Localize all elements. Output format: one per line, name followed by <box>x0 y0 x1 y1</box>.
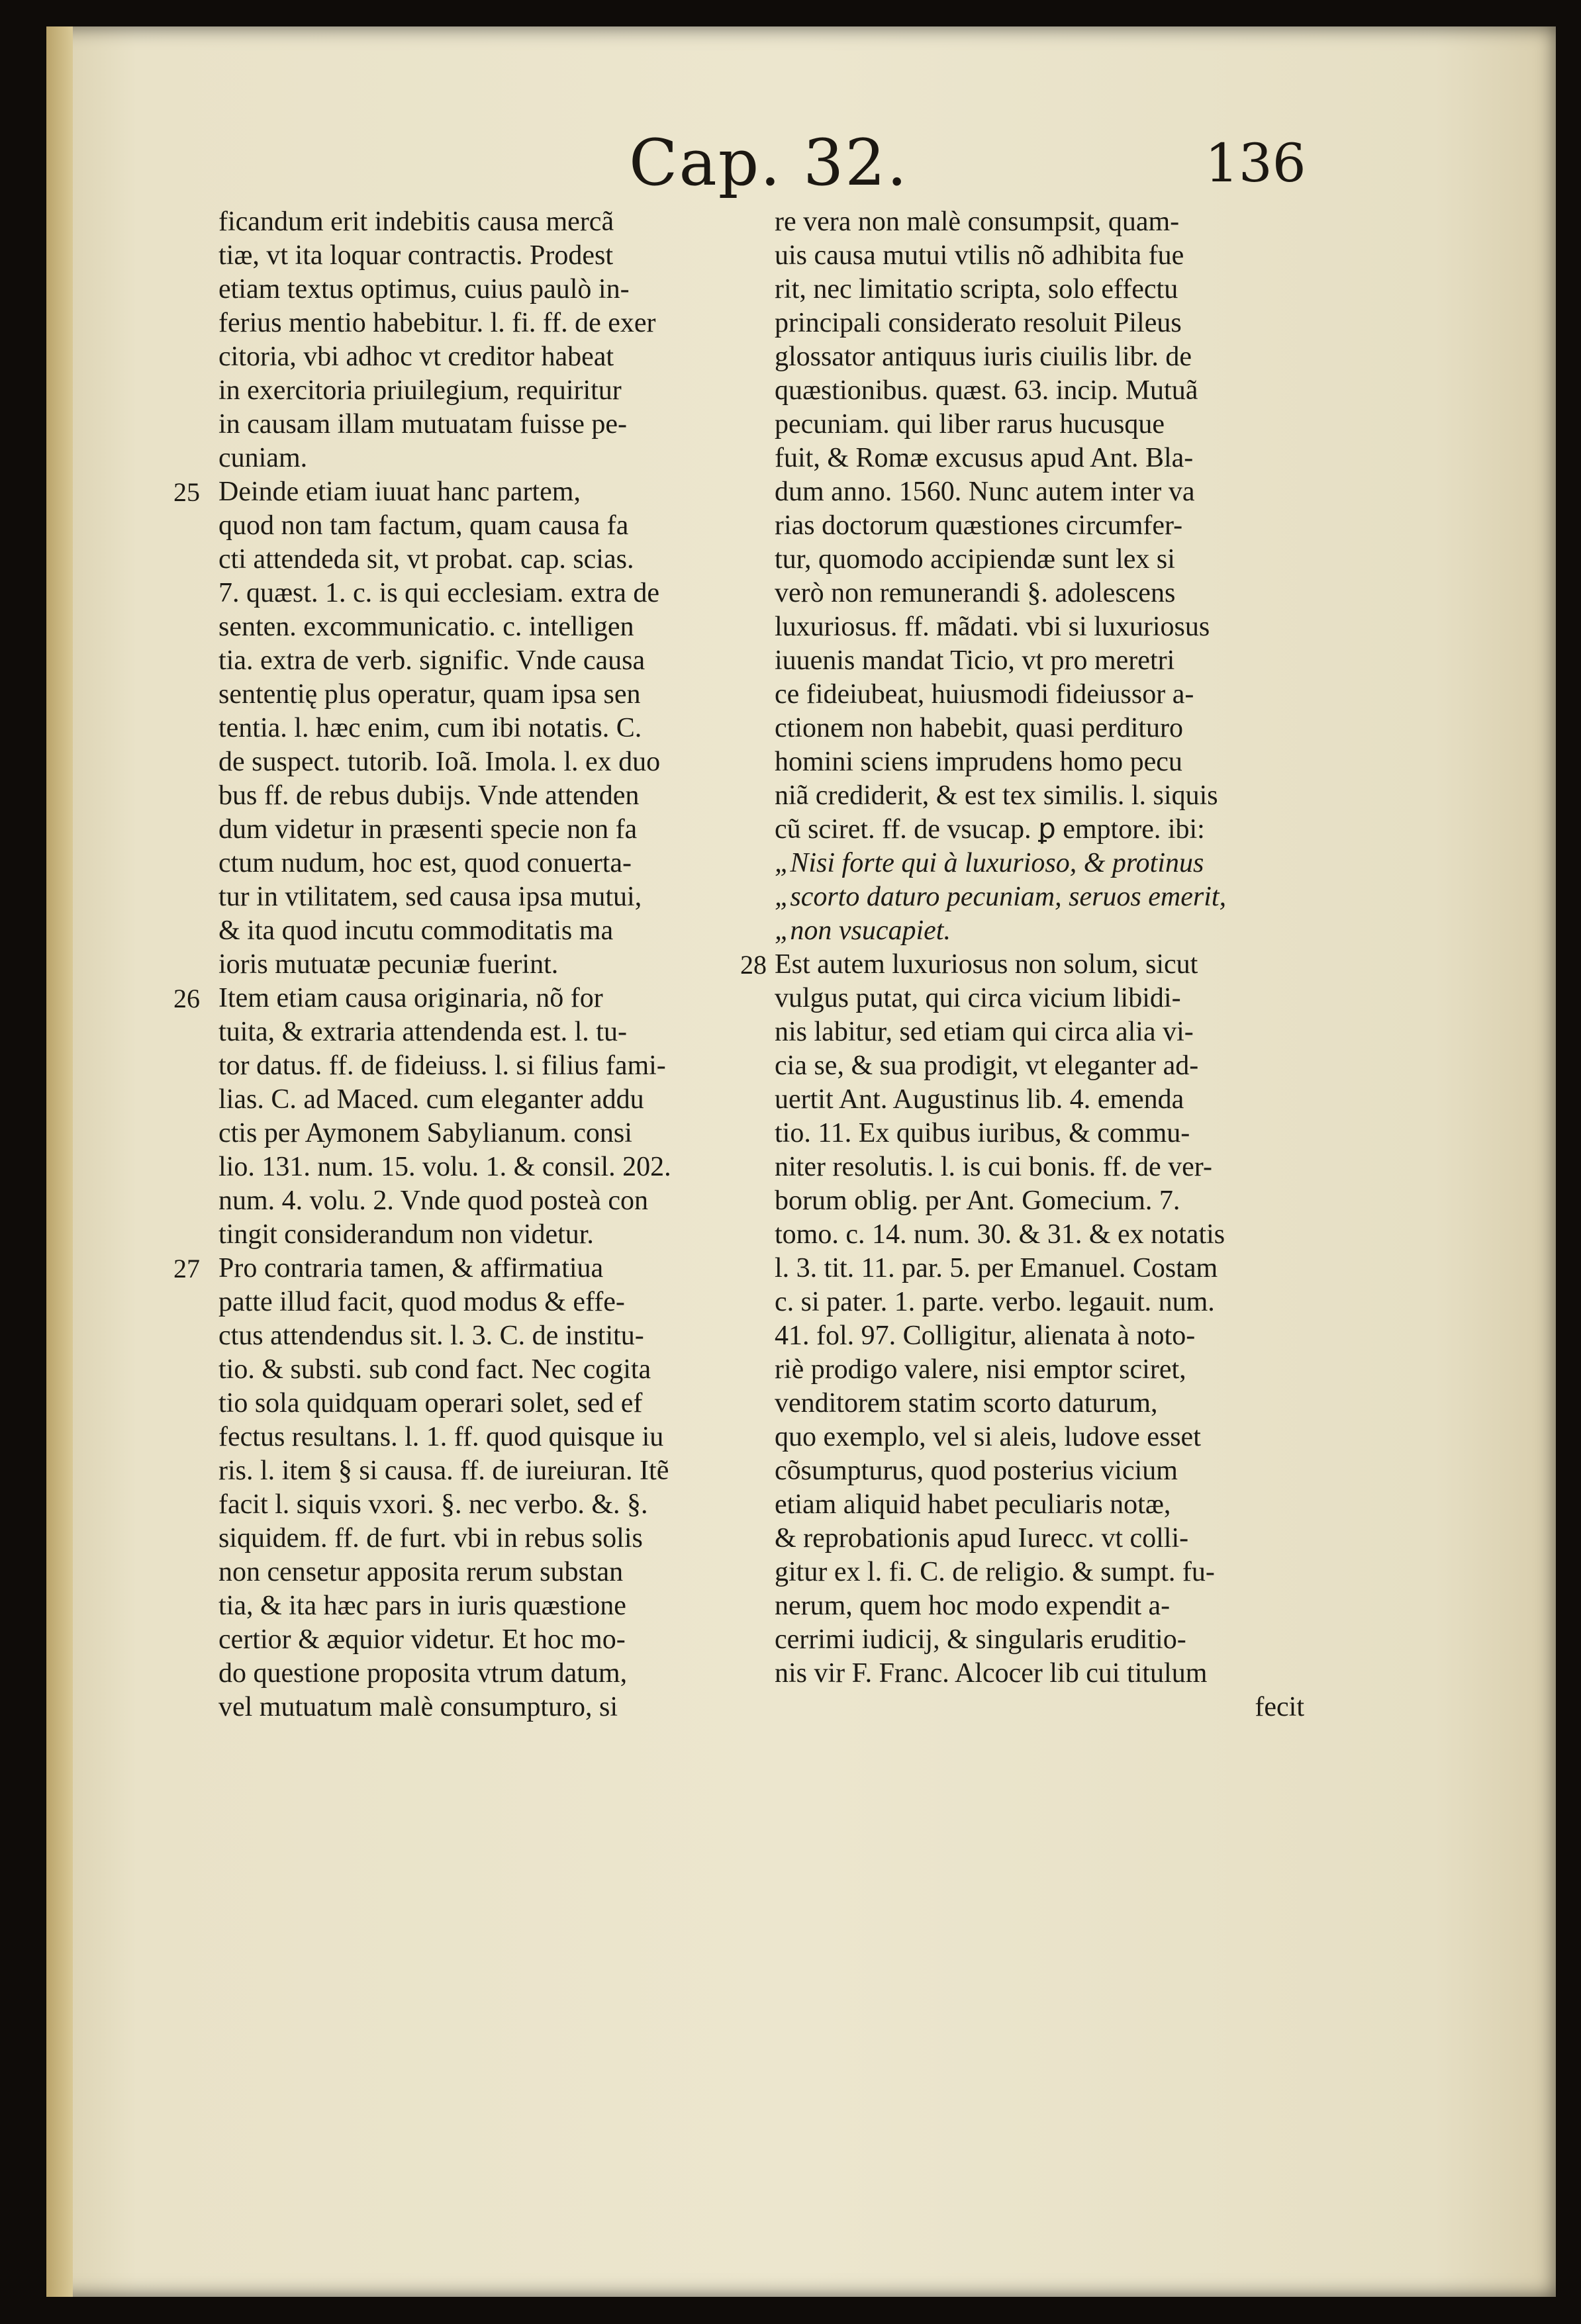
line-text: do questione proposita vtrum datum, <box>218 1658 628 1689</box>
text-line <box>775 442 1304 475</box>
text-line <box>218 1420 748 1454</box>
text-line <box>775 914 1304 948</box>
line-text: fecit <box>1255 1692 1304 1722</box>
text-line <box>775 1252 1304 1285</box>
line-text: tia. extra de verb. signific. Vnde causa <box>218 645 646 676</box>
line-text: patte illud facit, quod modus & effe- <box>218 1287 625 1317</box>
text-line <box>775 779 1304 813</box>
text-line <box>218 273 748 306</box>
line-text: iuuenis mandat Ticio, vt pro meretri <box>775 645 1175 676</box>
text-line <box>775 813 1304 847</box>
text-line <box>775 1049 1304 1083</box>
line-text: l. 3. tit. 11. par. 5. per Emanuel. Costam <box>775 1253 1218 1283</box>
text-line <box>218 1353 748 1387</box>
line-text: tur in vtilitatem, sed causa ipsa mutui, <box>218 882 642 912</box>
line-text: „Nisi forte qui à luxurioso, & protinus <box>775 848 1204 878</box>
text-line <box>218 1454 748 1488</box>
line-text: Pro contraria tamen, & affirmatiua <box>218 1253 604 1283</box>
line-text: vulgus putat, qui circa vicium libidi- <box>775 983 1181 1013</box>
text-line <box>775 543 1304 577</box>
line-text: in causam illam mutuatam fuisse pe- <box>218 409 627 440</box>
text-line <box>775 1353 1304 1387</box>
line-text: lio. 131. num. 15. volu. 1. & consil. 202. <box>218 1152 671 1182</box>
right-column <box>740 205 1304 1724</box>
text-line <box>775 1015 1304 1049</box>
line-text: rias doctorum quæstiones circumfer- <box>775 510 1183 541</box>
line-text: ctum nudum, hoc est, quod conuerta- <box>218 848 632 878</box>
text-line <box>775 340 1304 374</box>
text-line <box>218 610 748 644</box>
text-line <box>775 1184 1304 1218</box>
text-line <box>218 1522 748 1556</box>
text-line <box>775 1083 1304 1117</box>
text-line <box>775 374 1304 408</box>
line-text: sententię plus operatur, quam ipsa sen <box>218 679 641 710</box>
page-header <box>46 126 1556 218</box>
text-line <box>218 1589 748 1623</box>
line-text: ctus attendendus sit. l. 3. C. de institu- <box>218 1321 644 1351</box>
text-line <box>218 1623 748 1657</box>
line-text: lias. C. ad Maced. cum eleganter addu <box>218 1084 644 1115</box>
line-text: cia se, & sua prodigit, vt eleganter ad- <box>775 1050 1199 1081</box>
line-text: tio. & substi. sub cond fact. Nec cogita <box>218 1354 651 1385</box>
text-line <box>218 1117 748 1150</box>
text-line <box>775 306 1304 340</box>
line-text: luxuriosus. ff. mãdati. vbi si luxuriosus <box>775 612 1210 642</box>
text-line <box>218 543 748 577</box>
line-text: tingit considerandum non videtur. <box>218 1219 594 1250</box>
line-text: quo exemplo, vel si aleis, ludove esset <box>775 1422 1201 1452</box>
line-text: non censetur apposita rerum substan <box>218 1557 624 1587</box>
text-line <box>218 1319 748 1353</box>
text-line <box>775 1150 1304 1184</box>
line-text: dum videtur in præsenti specie non fa <box>218 814 638 845</box>
line-text: senten. excommunicatio. c. intelligen <box>218 612 634 642</box>
book-page <box>46 26 1556 2297</box>
text-line <box>173 982 748 1015</box>
text-line <box>218 745 748 779</box>
text-line <box>775 408 1304 442</box>
line-text: quæstionibus. quæst. 63. incip. Mutuã <box>775 375 1198 406</box>
line-text: ioris mutuatæ pecuniæ fuerint. <box>218 949 559 980</box>
line-text: & reprobationis apud Iurecc. vt colli- <box>775 1523 1189 1554</box>
chapter-heading: Cap. 32. <box>629 126 908 200</box>
line-text: venditorem statim scorto daturum, <box>775 1388 1158 1418</box>
line-text: tio sola quidquam operari solet, sed ef <box>218 1388 643 1418</box>
text-line <box>218 1285 748 1319</box>
line-text: „non vsucapiet. <box>775 915 951 946</box>
text-line <box>218 1150 748 1184</box>
text-line <box>775 1454 1304 1488</box>
book-gutter <box>46 26 73 2297</box>
line-text: Est autem luxuriosus non solum, sicut <box>775 949 1198 980</box>
text-line <box>775 1285 1304 1319</box>
text-line <box>775 273 1304 306</box>
line-text: cerrimi iudicij, & singularis eruditio- <box>775 1624 1186 1655</box>
line-text: certior & æquior videtur. Et hoc mo- <box>218 1624 626 1655</box>
line-text: cõsumpturus, quod posterius vicium <box>775 1456 1178 1486</box>
line-text: nis labitur, sed etiam qui circa alia vi- <box>775 1017 1194 1047</box>
line-text: „scorto daturo pecuniam, seruos emerit, <box>775 882 1227 912</box>
paragraph-number: 26 <box>173 984 200 1013</box>
line-text: in exercitoria priuilegium, requiritur <box>218 375 622 406</box>
text-line <box>218 1488 748 1522</box>
text-line <box>775 1589 1304 1623</box>
text-line <box>775 1218 1304 1252</box>
line-text: uertit Ant. Augustinus lib. 4. emenda <box>775 1084 1184 1115</box>
text-line <box>218 1556 748 1589</box>
line-text: etiam aliquid habet peculiaris notæ, <box>775 1489 1171 1520</box>
line-text: tuita, & extraria attendenda est. l. tu- <box>218 1017 627 1047</box>
line-text: tor datus. ff. de fideiuss. l. si filius fami- <box>218 1050 666 1081</box>
line-text: ce fideiubeat, huiusmodi fideiussor a- <box>775 679 1194 710</box>
line-text: principali considerato resoluit Pileus <box>775 308 1182 338</box>
text-line <box>218 205 748 239</box>
text-line <box>218 1083 748 1117</box>
line-text: facit l. siquis vxori. §. nec verbo. &. §. <box>218 1489 648 1520</box>
line-text: citoria, vbi adhoc vt creditor habeat <box>218 342 614 372</box>
text-line <box>775 1387 1304 1420</box>
line-text: homini sciens imprudens homo pecu <box>775 747 1182 777</box>
text-line <box>775 475 1304 509</box>
text-line <box>218 577 748 610</box>
line-text: ctionem non habebit, quasi perdituro <box>775 713 1184 743</box>
text-line <box>775 1488 1304 1522</box>
line-text: fectus resultans. l. 1. ff. quod quisque iu <box>218 1422 664 1452</box>
line-text: siquidem. ff. de furt. vbi in rebus solis <box>218 1523 643 1554</box>
line-text: Deinde etiam iuuat hanc partem, <box>218 477 581 507</box>
text-line <box>218 442 748 475</box>
text-line <box>218 1015 748 1049</box>
line-text: de suspect. tutorib. Ioã. Imola. l. ex duo <box>218 747 661 777</box>
text-line <box>218 374 748 408</box>
text-line <box>775 577 1304 610</box>
text-line <box>775 1623 1304 1657</box>
line-text: cũ sciret. ff. de vsucap. ꝑ emptore. ibi: <box>775 814 1205 845</box>
line-text: cuniam. <box>218 443 308 473</box>
text-line <box>218 914 748 948</box>
line-text: tio. 11. Ex quibus iuribus, & commu- <box>775 1118 1190 1148</box>
line-text: borum oblig. per Ant. Gomecium. 7. <box>775 1185 1180 1216</box>
text-line <box>218 1387 748 1420</box>
text-line <box>775 205 1304 239</box>
line-text: tia, & ita hæc pars in iuris quæstione <box>218 1591 626 1621</box>
line-text: bus ff. de rebus dubijs. Vnde attenden <box>218 780 640 811</box>
line-text: tentia. l. hæc enim, cum ibi notatis. C. <box>218 713 642 743</box>
text-line <box>218 1049 748 1083</box>
text-line <box>740 948 1304 982</box>
text-line <box>218 306 748 340</box>
text-line <box>218 779 748 813</box>
text-line <box>775 678 1304 712</box>
page-number: 136 <box>1205 132 1306 194</box>
text-line <box>218 1691 748 1724</box>
text-line <box>218 1218 748 1252</box>
text-line <box>218 1657 748 1691</box>
line-text: verò non remunerandi §. adolescens <box>775 578 1176 608</box>
line-text: riè prodigo valere, nisi emptor sciret, <box>775 1354 1186 1385</box>
text-line <box>218 948 748 982</box>
text-line <box>775 712 1304 745</box>
line-text: nis vir F. Franc. Alcocer lib cui titulum <box>775 1658 1208 1689</box>
line-text: quod non tam factum, quam causa fa <box>218 510 629 541</box>
text-line <box>775 610 1304 644</box>
text-line <box>218 509 748 543</box>
text-line <box>218 1184 748 1218</box>
line-text: gitur ex l. fi. C. de religio. & sumpt. fu- <box>775 1557 1215 1587</box>
text-line <box>775 1691 1304 1724</box>
paragraph-number: 27 <box>173 1254 200 1283</box>
line-text: 41. fol. 97. Colligitur, alienata à noto- <box>775 1321 1196 1351</box>
text-line <box>775 644 1304 678</box>
text-line <box>218 880 748 914</box>
line-text: tur, quomodo accipiendæ sunt lex si <box>775 544 1175 575</box>
text-line <box>775 1657 1304 1691</box>
line-text: niã crediderit, & est tex similis. l. siquis <box>775 780 1218 811</box>
text-line <box>218 678 748 712</box>
text-line <box>218 712 748 745</box>
text-line <box>775 1420 1304 1454</box>
line-text: Item etiam causa originaria, nõ for <box>218 983 603 1013</box>
text-line <box>218 813 748 847</box>
line-text: uis causa mutui vtilis nõ adhibita fue <box>775 240 1184 271</box>
text-line <box>775 745 1304 779</box>
line-text: ferius mentio habebitur. l. fi. ff. de exer <box>218 308 656 338</box>
text-line <box>775 509 1304 543</box>
line-text: re vera non malè consumpsit, quam- <box>775 207 1180 237</box>
line-text: etiam textus optimus, cuius paulò in- <box>218 274 630 304</box>
line-text: tiæ, vt ita loquar contractis. Prodest <box>218 240 614 271</box>
line-text: num. 4. volu. 2. Vnde quod posteà con <box>218 1185 648 1216</box>
text-line <box>218 239 748 273</box>
line-text: ris. l. item § si causa. ff. de iureiuran. Itẽ <box>218 1456 669 1486</box>
line-text: ficandum erit indebitis causa mercã <box>218 207 614 237</box>
line-text: rit, nec limitatio scripta, solo effectu <box>775 274 1178 304</box>
line-text: c. si pater. 1. parte. verbo. legauit. num. <box>775 1287 1215 1317</box>
text-line <box>218 847 748 880</box>
text-line <box>775 1319 1304 1353</box>
line-text: fuit, & Romæ excusus apud Ant. Bla- <box>775 443 1194 473</box>
text-line <box>775 239 1304 273</box>
line-text: nerum, quem hoc modo expendit a- <box>775 1591 1171 1621</box>
text-line <box>775 1117 1304 1150</box>
text-line <box>173 475 748 509</box>
text-line <box>173 1252 748 1285</box>
paragraph-number: 25 <box>173 477 200 507</box>
text-line <box>775 880 1304 914</box>
text-line <box>218 340 748 374</box>
line-text: pecuniam. qui liber rarus hucusque <box>775 409 1165 440</box>
line-text: ctis per Aymonem Sabylianum. consi <box>218 1118 632 1148</box>
text-line <box>775 1522 1304 1556</box>
text-line <box>775 982 1304 1015</box>
text-line <box>775 847 1304 880</box>
text-line <box>218 644 748 678</box>
text-line <box>218 408 748 442</box>
line-text: dum anno. 1560. Nunc autem inter va <box>775 477 1195 507</box>
line-text: vel mutuatum malè consumpturo, si <box>218 1692 618 1722</box>
line-text: glossator antiquus iuris ciuilis libr. de <box>775 342 1192 372</box>
text-line <box>775 1556 1304 1589</box>
line-text: niter resolutis. l. is cui bonis. ff. de ver- <box>775 1152 1212 1182</box>
left-column <box>173 205 748 1724</box>
line-text: cti attendeda sit, vt probat. cap. scias. <box>218 544 634 575</box>
paragraph-number: 28 <box>740 950 767 980</box>
line-text: 7. quæst. 1. c. is qui ecclesiam. extra de <box>218 578 659 608</box>
line-text: & ita quod incutu commoditatis ma <box>218 915 614 946</box>
line-text: tomo. c. 14. num. 30. & 31. & ex notatis <box>775 1219 1225 1250</box>
